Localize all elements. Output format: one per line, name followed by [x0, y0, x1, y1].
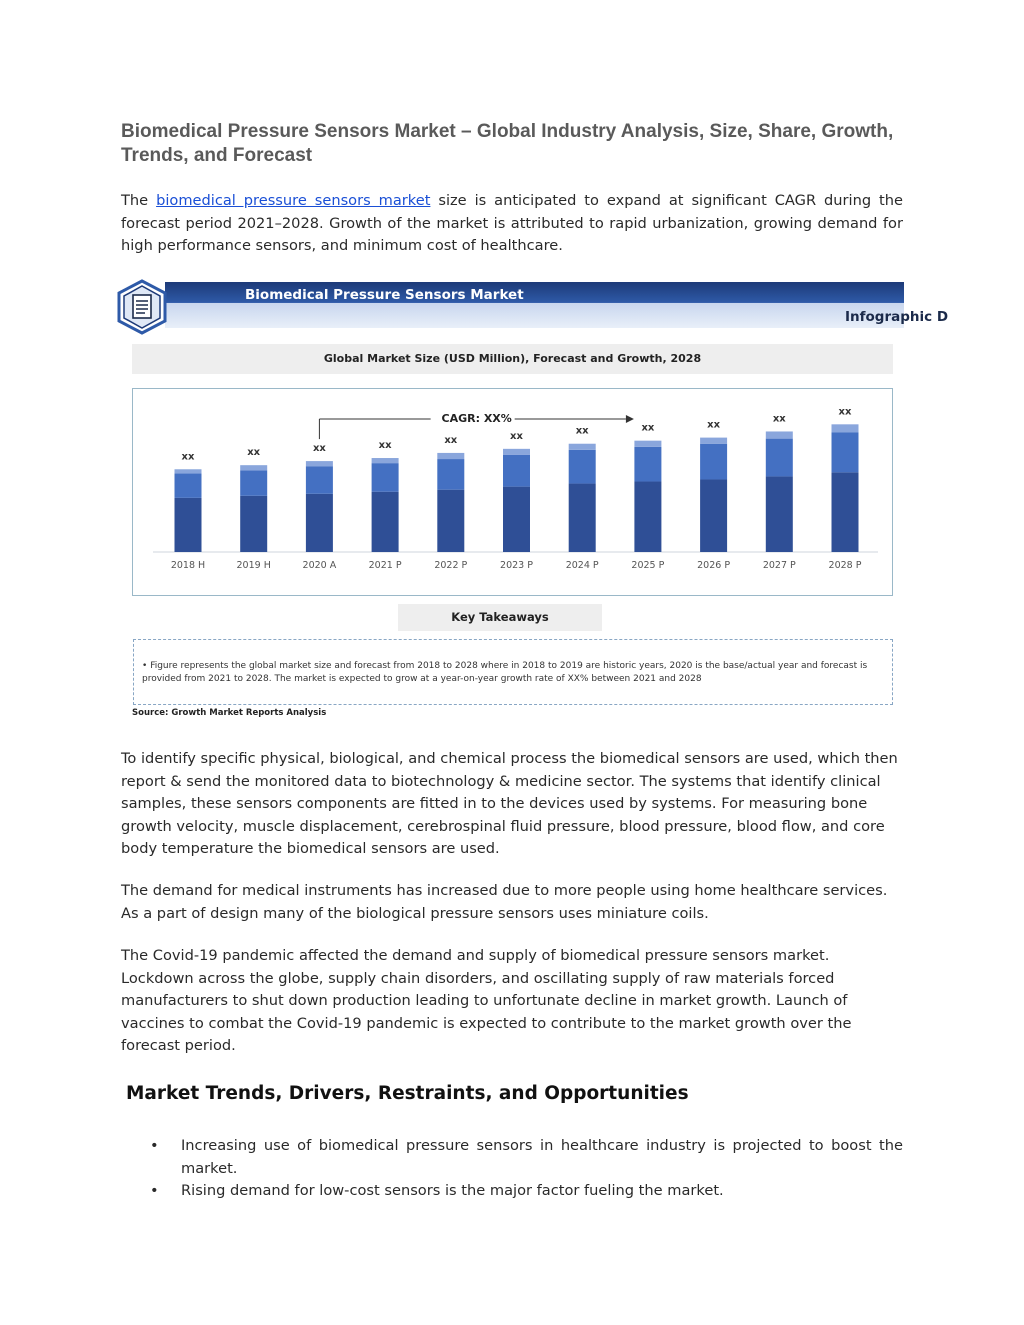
- chart-heading: Global Market Size (USD Million), Forecast and Growth, 2028: [132, 344, 893, 374]
- banner-title: Biomedical Pressure Sensors Market: [245, 287, 524, 303]
- x-tick-label: 2028 P: [828, 560, 862, 571]
- bar-segment: [634, 441, 661, 447]
- bar-segment: [700, 444, 727, 480]
- bar-segment: [503, 455, 530, 487]
- data-label: xx: [181, 451, 195, 463]
- bar-segment: [175, 498, 202, 552]
- bullet-dot: •: [150, 1182, 159, 1199]
- bar-segment: [700, 438, 727, 444]
- infographic-banner: [165, 282, 949, 328]
- list-item-text: Increasing use of biomedical pressure sensors in healthcare industry is projected to boost the market.: [181, 1137, 903, 1177]
- list-item: [150, 1180, 903, 1203]
- banner-subtitle: Infographic D: [845, 309, 949, 325]
- key-takeaways-heading: Key Takeaways: [398, 604, 602, 631]
- intro-suffix: size is anticipated to expand at significant CAGR during the forecast period 2021–2028. Growth of the market is attributed to rapid urbanization, growing demand for high performance sensors, and minimum cost of healthcare.: [121, 192, 903, 254]
- bar-segment: [175, 469, 202, 473]
- list-item-text: Rising demand for low-cost sensors is the major factor fueling the market.: [181, 1182, 724, 1199]
- bar-segment: [306, 466, 333, 494]
- bar-segment: [437, 490, 464, 552]
- data-label: xx: [772, 413, 786, 425]
- bar-chart-svg: [133, 389, 894, 597]
- paragraph-sensors-use: To identify specific physical, biological, and chemical process the biomedical sensors are used, which then report & send the monitored data to biotechnology & medicine sector. The systems that identify clinical samples, these sensors components are fitted in to the devices used by systems. For measuring bone growth velocity, muscle displacement, cerebrospinal fluid pressure, blood pressure, blood flow, and core body temperature the biomedical sensors are used.: [121, 750, 898, 857]
- bar-segment: [832, 424, 859, 432]
- x-tick-label: 2018 H: [170, 560, 206, 571]
- bar-segment: [569, 484, 596, 552]
- bar-chart: [132, 388, 893, 596]
- data-label: xx: [641, 422, 655, 434]
- trends-list: [150, 1135, 903, 1203]
- data-label: xx: [247, 447, 261, 459]
- note-bullet: •: [142, 661, 148, 671]
- note-text: Figure represents the global market size and forecast from 2018 to 2028 where in 2018 to 2019 are historic years, 2020 is the base/actual year and forecast is provided from 2021 to 2028. The market is expected to grow at a year-on-year growth rate of XX% between 2021 and 2028: [142, 661, 868, 684]
- bar-segment: [832, 432, 859, 472]
- data-label: xx: [707, 419, 721, 431]
- market-infographic: [117, 280, 949, 722]
- list-item: [150, 1135, 903, 1180]
- x-tick-label: 2019 H: [236, 560, 271, 571]
- bullet-dot: •: [150, 1137, 159, 1154]
- bar-segment: [503, 449, 530, 455]
- bar-segment: [437, 459, 464, 490]
- bar-segment: [240, 496, 267, 552]
- bar-segment: [634, 447, 661, 482]
- bar-segment: [503, 487, 530, 552]
- data-label: xx: [444, 434, 458, 446]
- x-tick-label: 2025 P: [631, 560, 665, 571]
- bar-segment: [700, 479, 727, 552]
- x-tick-label: 2021 P: [368, 560, 402, 571]
- intro-prefix: The: [121, 192, 157, 209]
- bar-segment: [832, 472, 859, 552]
- bar-segment: [240, 465, 267, 470]
- cagr-label: CAGR: XX%: [441, 412, 512, 425]
- bar-segment: [437, 453, 464, 459]
- intro-paragraph: [121, 190, 903, 258]
- data-label: xx: [378, 440, 392, 452]
- bar-segment: [569, 444, 596, 450]
- bar-segment: [766, 431, 793, 438]
- bar-segment: [569, 450, 596, 484]
- section-heading: Market Trends, Drivers, Restraints, and Opportunities: [126, 1083, 689, 1104]
- data-label: xx: [575, 425, 589, 437]
- key-takeaways-notes: [133, 639, 893, 705]
- document-icon: [117, 280, 167, 334]
- bar-segment: [306, 494, 333, 552]
- data-label: xx: [510, 430, 523, 442]
- market-link[interactable]: biomedical pressure sensors market: [156, 192, 431, 209]
- bar-segment: [372, 492, 399, 552]
- source-note: Source: Growth Market Reports Analysis: [132, 708, 327, 718]
- bar-segment: [306, 461, 333, 466]
- bar-segment: [634, 482, 661, 552]
- cagr-arrow-head: [626, 415, 634, 423]
- x-tick-label: 2023 P: [500, 560, 533, 571]
- x-tick-label: 2022 P: [434, 560, 468, 571]
- x-tick-label: 2020 A: [302, 560, 337, 571]
- bar-segment: [240, 470, 267, 496]
- data-label: xx: [312, 443, 326, 455]
- data-label: xx: [838, 406, 852, 418]
- x-tick-label: 2024 P: [565, 560, 599, 571]
- paragraph-demand: The demand for medical instruments has increased due to more people using home healthcare services. As a part of design many of the biological pressure sensors uses miniature coils.: [121, 882, 888, 922]
- bar-segment: [766, 476, 793, 552]
- x-tick-label: 2026 P: [697, 560, 731, 571]
- bar-segment: [766, 439, 793, 477]
- bar-segment: [175, 473, 202, 498]
- x-tick-label: 2027 P: [762, 560, 796, 571]
- bar-segment: [372, 463, 399, 492]
- paragraph-covid: The Covid-19 pandemic affected the demand and supply of biomedical pressure sensors market. Lockdown across the globe, supply chain disorders, and oscillating supply of raw materials forced manufacturers to shut down production leading to unfortunate decline in market growth. Launch of vaccines to combat the Covid-19 pandemic is expected to contribute to the market growth over the forecast period.: [121, 947, 852, 1054]
- document-title: Biomedical Pressure Sensors Market – Global Industry Analysis, Size, Share, Growth, Trends, and Forecast: [121, 121, 894, 166]
- bar-segment: [372, 458, 399, 463]
